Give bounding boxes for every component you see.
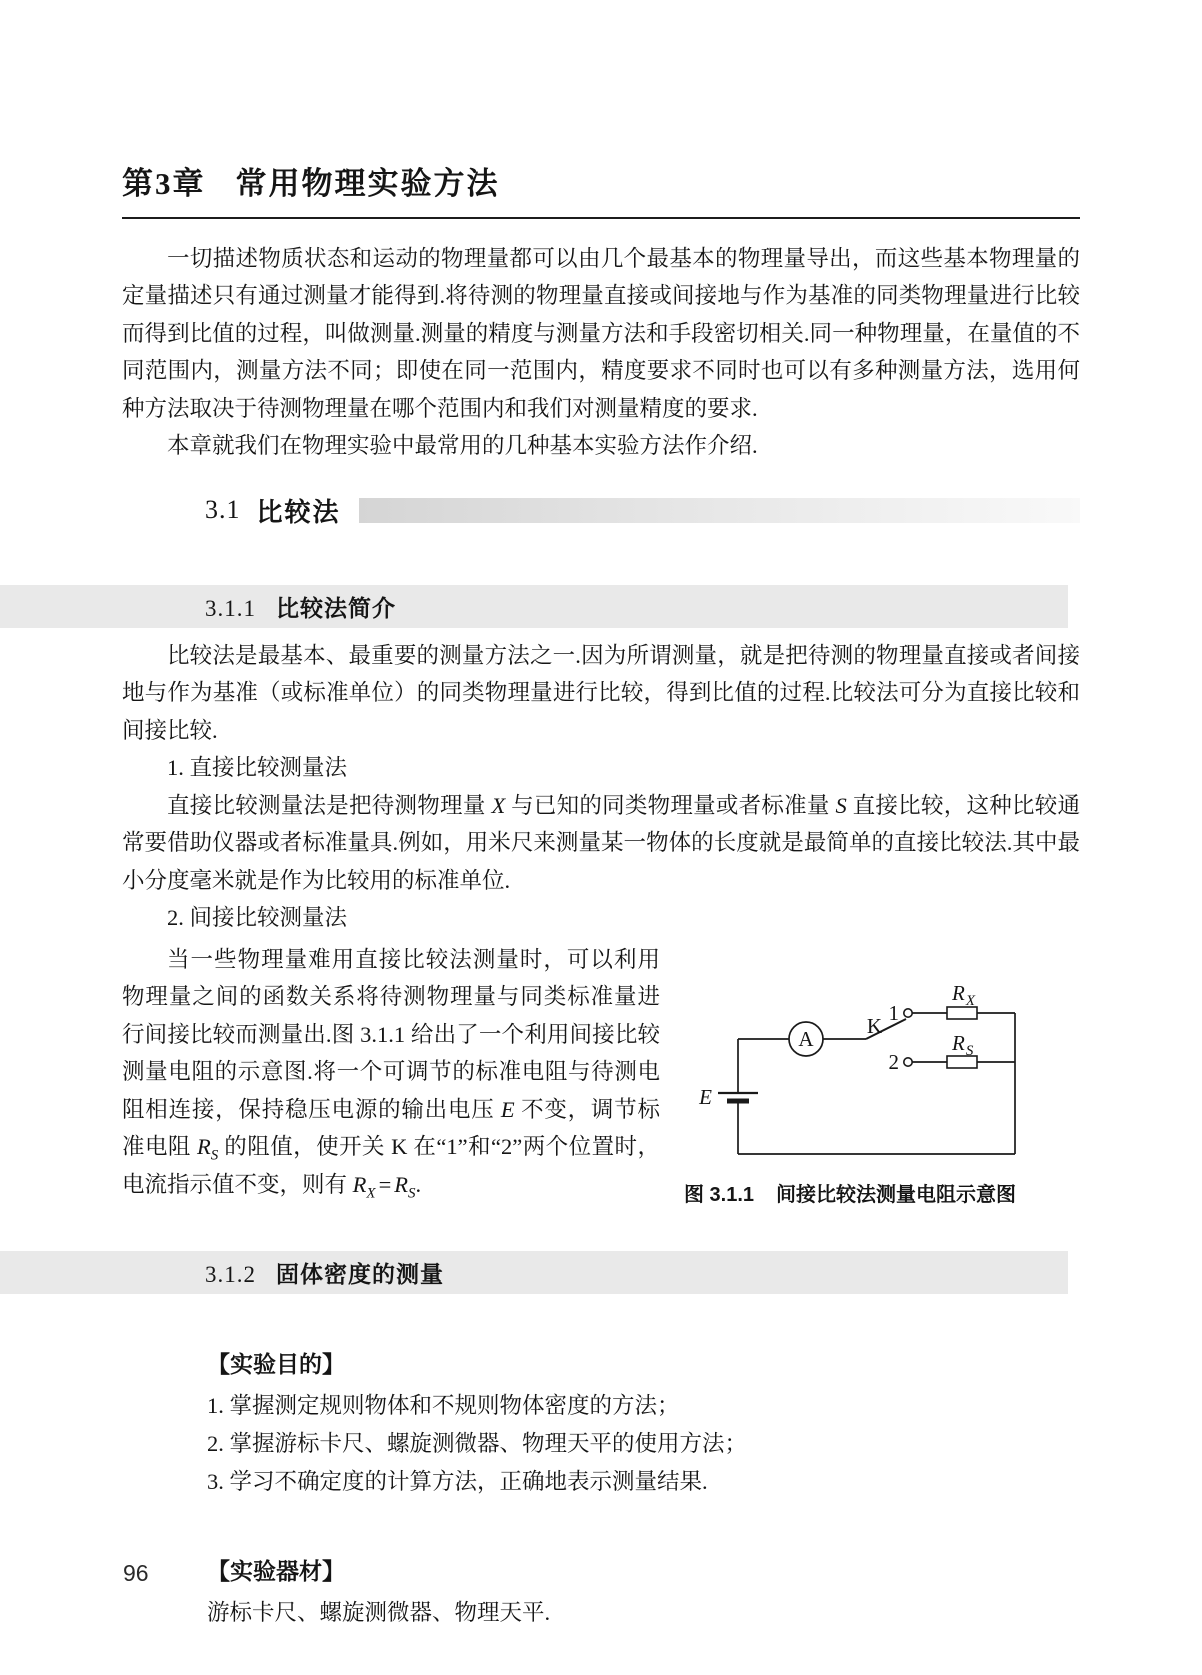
section-3-1-2-title: 固体密度的测量 — [276, 1260, 444, 1287]
battery-label: E — [699, 1084, 712, 1109]
text-run: 直接比较，这种比较通常要借助仪器或者标准量具.例如，用米尺来测量某一物体的长度就是最简单的直接比较法.其中最小分度毫米就是作为比较用的标准单位. — [122, 792, 1080, 893]
experiment-equipment-text: 游标卡尺、螺旋测微器、物理天平. — [207, 1599, 551, 1625]
chapter-title: 常用物理实验方法 — [235, 166, 500, 201]
text-run: 直接比较测量法是把待测物理量 — [167, 792, 492, 818]
resistor-rs-label: $R_S$ — [952, 1030, 974, 1059]
section-3-1-1-title: 比较法简介 — [276, 594, 396, 621]
variable-rx: R — [352, 1171, 367, 1197]
variable-e: E — [500, 1096, 515, 1122]
section-3-1-title: 比较法 — [256, 496, 341, 527]
intro-paragraph-1: 一切描述物质状态和运动的物理量都可以由几个最基本的物理量导出，而这些基本物理量的定量描述只有通过测量才能得到.将待测的物理量直接或间接地与作为基准的同类物理量进行比较而得到比值的过程，叫做测量.测量的精度与测量方法和手段密切相关.同一种物理量，在量值的不同范围内，测量方法不同；即使在同一范围内，精度要求不同时也可以有多种测量方法，选用何种方法取决于待测物理量在哪个范围内和我们对测量精度的要求. — [122, 245, 1080, 421]
section-3-1-heading — [205, 492, 1080, 529]
list-item-direct-method: 1. 直接比较测量法 — [167, 755, 348, 781]
variable-x: X — [491, 792, 506, 818]
variable-rs2: R — [394, 1171, 409, 1197]
variable-rs: R — [196, 1134, 211, 1160]
figure-row — [122, 941, 1080, 1207]
ammeter-label: A — [798, 1026, 814, 1051]
section-heading-gradient-bar — [359, 498, 1080, 523]
equals-sign: = — [378, 1171, 392, 1197]
figure-3-1-1 — [660, 941, 1080, 1207]
section-3-1-number: 3.1 — [205, 495, 241, 525]
chapter-number: 第3章 — [122, 166, 206, 201]
section-3-1-2-number: 3.1.2 — [205, 1261, 256, 1287]
section-3-1-2-heading — [0, 1251, 1068, 1294]
experiment-purpose-list — [207, 1387, 1080, 1501]
switch-label: K — [866, 1013, 882, 1038]
contact-2-label: 2 — [888, 1049, 899, 1074]
variable-rx-subscript: X — [366, 1185, 376, 1202]
text-run: 与已知的同类物理量或者标准量 — [505, 792, 836, 818]
text-run: 当一些物理量难用直接比较法测量时，可以利用物理量之间的函数关系将待测物理量与同类标准量进行间接比较而测量出.图 3.1.1 给出了一个利用间接比较测量电阻的示意图.将一个可调节的标准电阻与待测电阻相连接，保持稳压电源的输出电压 — [122, 946, 660, 1122]
experiment-purpose-heading: 【实验目的】 — [207, 1350, 345, 1377]
figure-caption — [684, 1178, 1016, 1207]
experiment-equipment-heading: 【实验器材】 — [207, 1557, 345, 1584]
section-3-1-1-number: 3.1.1 — [205, 595, 256, 621]
circuit-diagram — [670, 953, 1070, 1168]
purpose-item-1: 1. 掌握测定规则物体和不规则物体密度的方法； — [207, 1392, 680, 1418]
chapter-heading — [122, 166, 1080, 202]
paragraph-comparison-intro: 比较法是最基本、最重要的测量方法之一.因为所谓测量，就是把待测的物理量直接或者间接地与作为基准（或标准单位）的同类物理量进行比较，得到比值的过程.比较法可分为直接比较和间接比较. — [122, 642, 1080, 743]
figure-caption-text: 间接比较法测量电阻示意图 — [776, 1183, 1017, 1206]
contact-1-dot — [904, 1008, 912, 1016]
resistor-rx-label: $R_X$ — [952, 980, 975, 1009]
variable-rs-subscript: S — [210, 1147, 219, 1164]
variable-s: S — [835, 792, 847, 818]
section-3-1-1-heading — [0, 585, 1068, 628]
page-number: 96 — [123, 1560, 149, 1586]
list-item-indirect-method: 2. 间接比较测量法 — [167, 905, 348, 931]
paragraph-indirect-method — [122, 941, 660, 1207]
text-run: 的阻值，使开关 K 在“1”和“2”两个位置时，电流指示值不变，则有 — [122, 1134, 660, 1197]
text-run: . — [415, 1171, 422, 1197]
intro-paragraph-2: 本章就我们在物理实验中最常用的几种基本实验方法作介绍. — [167, 433, 758, 459]
text-run: 不变，调节标准电阻 — [122, 1096, 660, 1160]
figure-caption-number: 图 3.1.1 — [684, 1183, 755, 1206]
chapter-rule — [122, 217, 1080, 219]
contact-2-dot — [904, 1057, 912, 1065]
paragraph-direct-method — [122, 787, 1080, 900]
variable-rs2-subscript: S — [408, 1185, 416, 1202]
purpose-item-3: 3. 学习不确定度的计算方法，正确地表示测量结果. — [207, 1468, 708, 1494]
purpose-item-2: 2. 掌握游标卡尺、螺旋测微器、物理天平的使用方法； — [207, 1430, 748, 1456]
contact-1-label: 1 — [888, 1000, 899, 1025]
